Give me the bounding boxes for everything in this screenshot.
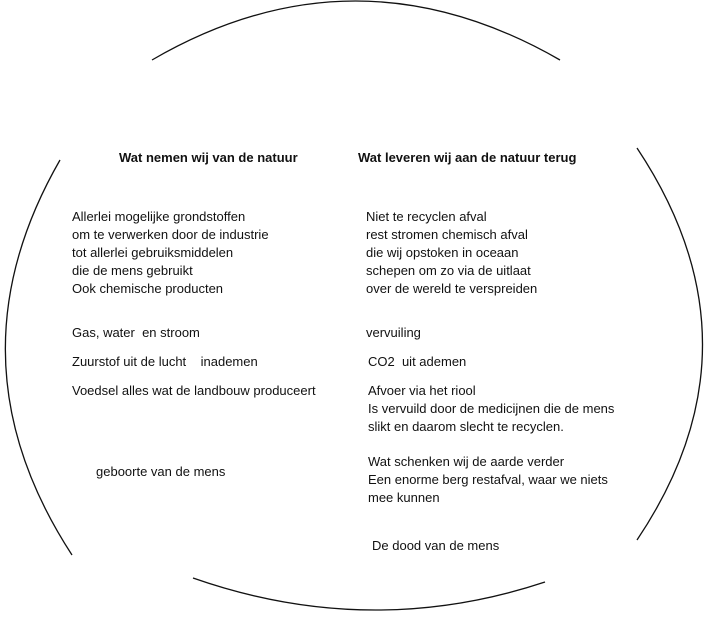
left-utilities: Gas, water en stroom: [72, 325, 200, 340]
circle-arc-top: [152, 1, 560, 60]
right-co2: CO2 uit ademen: [368, 354, 467, 369]
list-item: die wij opstoken in oceaan: [366, 245, 519, 260]
list-item: over de wereld te verspreiden: [366, 281, 538, 296]
right-waste: [366, 208, 537, 298]
circle-arc-bottom: [193, 578, 545, 610]
list-item: slikt en daarom slecht te recyclen.: [368, 419, 564, 434]
circle-arc-left: [5, 160, 72, 555]
list-item: om te verwerken door de industrie: [72, 227, 269, 242]
right-sewage: [368, 382, 614, 436]
list-item: Wat schenken wij de aarde verder: [368, 454, 565, 469]
right-heading: Wat leveren wij aan de natuur terug: [358, 150, 577, 165]
list-item: rest stromen chemisch afval: [366, 227, 528, 242]
list-item: Een enorme berg restafval, waar we niets: [368, 472, 608, 487]
right-pollution: vervuiling: [366, 325, 421, 340]
list-item: Niet te recyclen afval: [366, 209, 487, 224]
left-birth: geboorte van de mens: [96, 464, 226, 479]
list-item: schepen om zo via de uitlaat: [366, 263, 531, 278]
right-death: De dood van de mens: [372, 538, 500, 553]
circle-arc-right: [637, 148, 703, 540]
list-item: mee kunnen: [368, 490, 440, 505]
list-item: tot allerlei gebruiksmiddelen: [72, 245, 234, 260]
list-item: Is vervuild door de medicijnen die de mens: [368, 401, 615, 416]
left-heading: Wat nemen wij van de natuur: [119, 150, 298, 165]
list-item: Allerlei mogelijke grondstoffen: [72, 209, 246, 224]
list-item: Ook chemische producten: [72, 281, 224, 296]
list-item: Afvoer via het riool: [368, 383, 476, 398]
left-oxygen: Zuurstof uit de lucht inademen: [72, 354, 258, 369]
left-food: Voedsel alles wat de landbouw produceert: [72, 383, 316, 398]
list-item: die de mens gebruikt: [72, 263, 193, 278]
left-resources: [72, 208, 269, 298]
right-gifts: [368, 453, 608, 507]
